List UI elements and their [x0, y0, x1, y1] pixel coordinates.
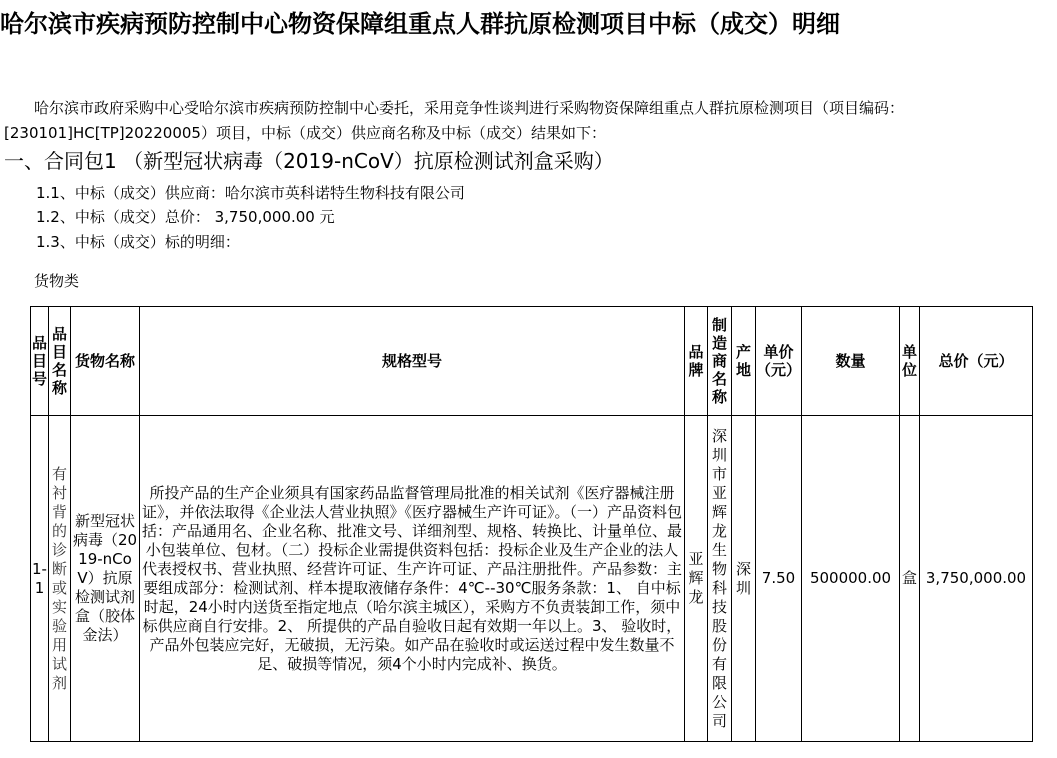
- supplier-line: 1.1、中标（成交）供应商：哈尔滨市英科诺特生物科技有限公司: [36, 184, 465, 202]
- section-heading: 一、合同包1 （新型冠状病毒（2019-nCoV）抗原检测试剂盒采购）: [4, 149, 614, 173]
- header-item-no: 品目号: [31, 307, 49, 416]
- category-label: 货物类: [34, 272, 80, 290]
- header-goods-name: 货物名称: [71, 307, 140, 416]
- header-manufacturer: 制造商名称: [708, 307, 732, 416]
- cell-goods-name: 新型冠状病毒（2019-nCoV）抗原检测试剂盒（胶体金法）: [71, 416, 140, 742]
- page-title: 哈尔滨市疾病预防控制中心物资保障组重点人群抗原检测项目中标（成交）明细: [0, 9, 840, 38]
- cell-origin: 深圳: [732, 416, 756, 742]
- cell-item-no: 1-1: [31, 416, 49, 742]
- header-spec: 规格型号: [140, 307, 685, 416]
- cell-total: 3,750,000.00: [920, 416, 1033, 742]
- intro-paragraph: 哈尔滨市政府采购中心受哈尔滨市疾病预防控制中心委托，采用竞争性谈判进行采购物资保障组重点人群抗原检测项目（项目编码：[230101]HC[TP]20220005）项目，中标（成交）供应商名称及中标（成交）结果如下：: [4, 99, 905, 142]
- cell-quantity: 500000.00: [802, 416, 900, 742]
- header-item-name: 品目名称: [49, 307, 71, 416]
- table-row: [31, 416, 1033, 742]
- header-total: 总价（元）: [920, 307, 1033, 416]
- cell-manufacturer: 深圳市亚辉龙生物科技股份有限公司: [708, 416, 732, 742]
- header-origin: 产地: [732, 307, 756, 416]
- goods-table: [30, 306, 1033, 742]
- header-unit-price: 单价（元）: [756, 307, 802, 416]
- cell-brand: 亚辉龙: [685, 416, 708, 742]
- cell-unit-price: 7.50: [756, 416, 802, 742]
- cell-unit: 盒: [900, 416, 920, 742]
- header-quantity: 数量: [802, 307, 900, 416]
- cell-item-name: 有衬背的诊断或实验用试剂: [49, 416, 71, 742]
- detail-label-line: 1.3、中标（成交）标的明细：: [36, 233, 240, 251]
- total-price-line: 1.2、中标（成交）总价： 3,750,000.00 元: [36, 208, 335, 226]
- table-header-row: [31, 307, 1033, 416]
- cell-spec: 所投产品的生产企业须具有国家药品监督管理局批准的相关试剂《医疗器械注册证》，并依法取得《企业法人营业执照》《医疗器械生产许可证》。（一）产品资料包括：产品通用名、企业名称、批准文号、详细剂型、规格、转换比、计量单位、最小包装单位、包材。（二）投标企业需提供资料包括：投标企业及生产企业的法人代表授权书、营业执照、经营许可证、生产许可证、产品注册批件。产品参数：主要组成部分：检测试剂、样本提取液储存条件：4℃--30℃服务条款：1、 自中标时起，24小时内送货至指定地点（哈尔滨主城区），采购方不负责装卸工作，须中标供应商自行安排。2、 所提供的产品自验收日起有效期一年以上。3、 验收时，产品外包装应完好，无破损，无污染。如产品在验收时或运送过程中发生数量不足、破损等情况，须4个小时内完成补、换货。: [140, 416, 685, 742]
- header-brand: 品牌: [685, 307, 708, 416]
- header-unit: 单位: [900, 307, 920, 416]
